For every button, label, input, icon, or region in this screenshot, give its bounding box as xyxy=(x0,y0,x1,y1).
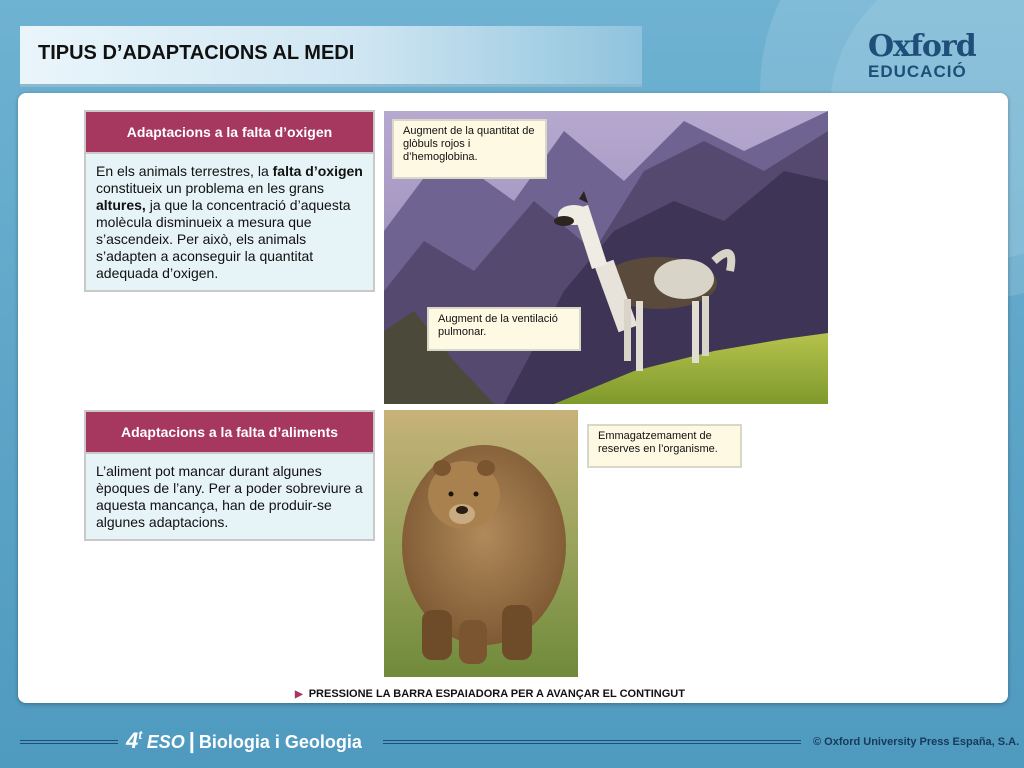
course-number: 4 xyxy=(126,728,139,753)
oxygen-card xyxy=(84,110,375,292)
oxygen-card-text xyxy=(84,152,375,292)
oxygen-card-heading: Adaptacions a la falta d’oxigen xyxy=(84,110,375,152)
page-title: TIPUS D’ADAPTACIONS AL MEDI xyxy=(38,42,355,64)
note-ventilation: Augment de la ventilació pulmonar. xyxy=(427,307,581,351)
footer-line-right xyxy=(383,740,801,744)
play-arrow-icon: ▶ xyxy=(295,689,303,700)
footer-line-left xyxy=(20,740,118,744)
copyright: © Oxford University Press España, S.A. xyxy=(813,736,1020,748)
bear-photo xyxy=(384,410,578,677)
course-label xyxy=(126,728,362,754)
course-separator: | xyxy=(188,728,195,753)
course-number-suffix: t xyxy=(138,728,143,742)
oxygen-text-1: En els animals terrestres, la xyxy=(96,163,273,179)
oxygen-bold-2: altures, xyxy=(96,197,146,213)
food-card xyxy=(84,410,375,541)
food-card-heading: Adaptacions a la falta d’aliments xyxy=(84,410,375,452)
advance-hint xyxy=(295,688,685,700)
oxford-logo xyxy=(868,29,998,82)
food-card-text: L’aliment pot mancar durant algunes èpoques de l’any. Per a poder sobreviure a aquesta mancança, han de produir-se algunes adaptacions. xyxy=(84,452,375,541)
logo-line-oxford: Oxford xyxy=(868,29,976,64)
note-blood-cells: Augment de la quantitat de glòbuls rojos i d’hemoglobina. xyxy=(392,119,547,179)
course-level: ESO xyxy=(146,732,185,752)
course-subject: Biologia i Geologia xyxy=(198,732,362,752)
advance-hint-text: PRESSIONE LA BARRA ESPAIADORA PER A AVANÇAR EL CONTINGUT xyxy=(308,688,685,700)
bear-image xyxy=(384,410,578,677)
title-bar xyxy=(20,26,642,87)
oxygen-text-3: ja que la concentració d’aquesta molècula disminueix a mesura que s’ascendeix. Per això, els animals s’adapten a aconseguir la quantitat adequada d’oxigen. xyxy=(96,197,351,281)
logo-line-educacio: EDUCACIÓ xyxy=(868,62,967,81)
note-reserves: Emmagatzemament de reserves en l’organisme. xyxy=(587,424,742,468)
oxygen-bold-1: falta d’oxigen xyxy=(272,163,363,179)
oxygen-text-2: constitueix un problema en les grans xyxy=(96,180,325,196)
